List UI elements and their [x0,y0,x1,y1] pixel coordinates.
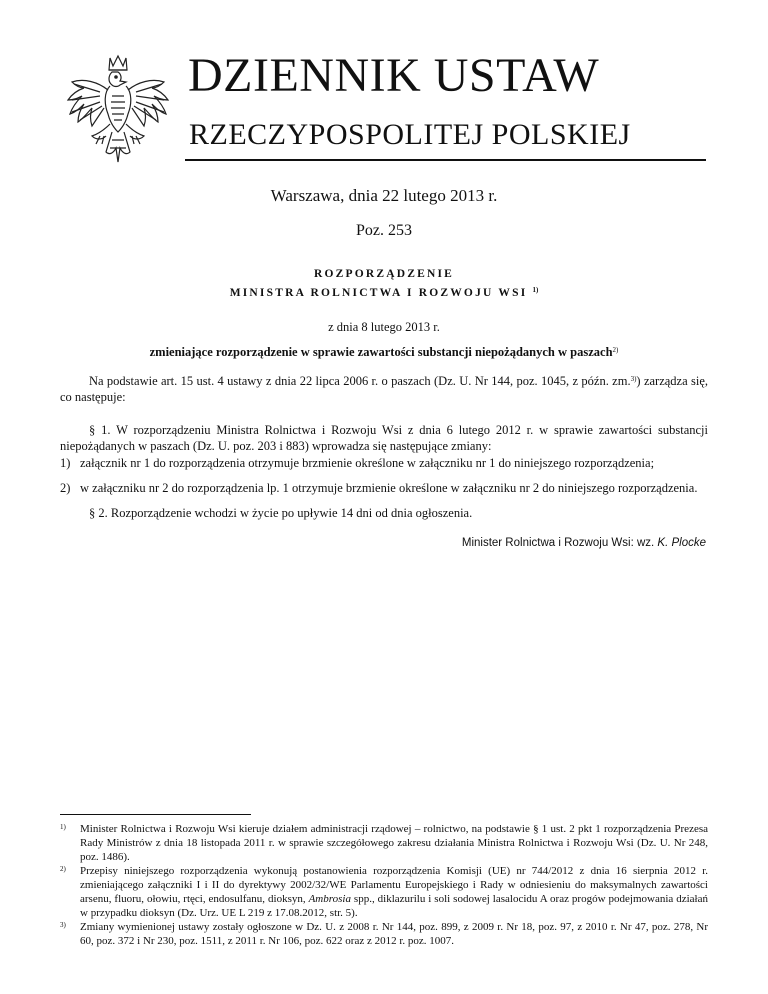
act-topic [0,345,768,360]
footnote-text: Zmiany wymienionej ustawy zostały ogłoszone w Dz. U. z 2008 r. Nr 144, poz. 899, z 2009 r. Nr 18, poz. 97, z 2010 r. Nr 47, poz. 278, Nr 60, poz. 372 i Nr 230, poz. 1511, z 2011 r. Nr 106, poz. 622 oraz z 2012 r. poz. 1007. [80,921,708,947]
preamble-start: Na podstawie art. 15 ust. 4 ustawy z dnia 22 lipca 2006 r. o paszach (Dz. U. Nr 144, poz. 1045, z późn. zm. [89,374,631,388]
footnote-divider [60,814,251,815]
footnote-mark: 2) [60,865,66,873]
issuer-name: MINISTRA ROLNICTWA I ROZWOJU WSI [229,287,528,299]
footnote-ref-2: 2) [612,346,619,354]
item-number: 1) [60,456,71,470]
journal-title: DZIENNIK USTAW [188,49,600,102]
signatory-name: K. Plocke [657,537,706,549]
footnote-text: Minister Rolnictwa i Rozwoju Wsi kieruje działem administracji rządowej – rolnictwo, na podstawie § 1 ust. 2 pkt 1 rozporządzenia Prezesa Rady Ministrów z dnia 18 listopada 2011 r. w sprawie szczegółowego zakresu działania Ministra Rolnictwa i Rozwoju Wsi (Dz. U. Nr 248, poz. 1486). [80,823,708,863]
footnote-mark: 3) [60,921,66,929]
publication-date: Warszawa, dnia 22 lutego 2013 r. [270,186,498,205]
item-text: w załączniku nr 2 do rozporządzenia lp. 1 otrzymuje brzmienie określone w załączniku nr 2 do niniejszego rozporządzenia. [80,481,698,495]
item-text: załącznik nr 1 do rozporządzenia otrzymuje brzmienie określone w załączniku nr 1 do niniejszego rozporządzenia; [80,456,655,470]
section-1: § 1. W rozporządzeniu Ministra Rolnictwa i Rozwoju Wsi z dnia 6 lutego 2012 r. w sprawie zawartości substancji niepożądanych w paszach (Dz. U. poz. 203 i 883) wprowadza się następujące zmiany: [60,423,708,453]
preamble-end: ) zarządza się, co następuje: [60,374,709,404]
topic-text: zmieniające rozporządzenie w sprawie zawartości substancji niepożądanych w paszach [149,345,613,359]
act-date: z dnia 8 lutego 2013 r. [328,320,440,334]
item-number: 2) [60,481,71,495]
section-2: § 2. Rozporządzenie wchodzi w życie po upływie 14 dni od dnia ogłoszenia. [89,506,473,520]
footnote-text [80,864,708,920]
position-number: Poz. 253 [356,222,412,239]
journal-subtitle: RZECZYPOSPOLITEJ POLSKIEJ [189,118,631,151]
eagle-emblem-icon [60,52,176,172]
signature [462,537,706,549]
footnote-ref-1: 1) [532,286,539,294]
header-divider [185,159,706,161]
preamble [60,373,708,405]
footnote-text-a: Przepisy niniejszego rozporządzenia wykonują postanowienia rozporządzenia Komisji (UE) nr 744/2012 z dnia 16 sierpnia 2012 r. zmieniającego załączniki I i II do dyrektywy 2002/32/WE Parlamentu Europejskiego i Rady w odniesieniu do maksymalnych zawartości arsenu, fluoru, ołowiu, rtęci, endosulfanu, dioksyn, [80,865,708,905]
footnote-mark: 1) [60,823,66,831]
act-issuer [0,286,768,299]
footnote-text-b: spp., diklazurilu i soli sodowej lasalocidu A oraz progów podejmowania działań w przypadku dioksyn (Dz. Urz. UE L 219 z 17.08.2012, str. 5). [80,893,708,919]
footnote-italic: Ambrosia [308,893,351,905]
signature-text: Minister Rolnictwa i Rozwoju Wsi: wz. [461,537,655,549]
act-type: ROZPORZĄDZENIE [313,268,455,280]
footnote-ref-3: 3) [630,375,637,383]
